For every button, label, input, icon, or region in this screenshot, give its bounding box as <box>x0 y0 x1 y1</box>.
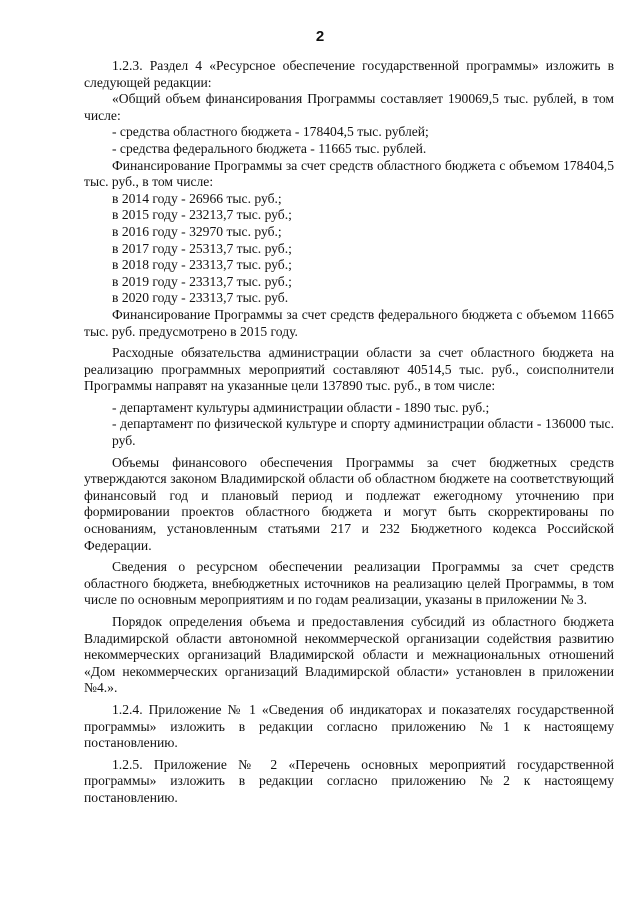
document-body <box>84 58 614 807</box>
list-item: - департамент культуры администрации области - 1890 тыс. руб.; <box>112 399 490 415</box>
list-item: в 2017 году - 25313,7 тыс. руб.; <box>112 240 292 256</box>
list-item: - средства областного бюджета - 178404,5 тыс. рублей; <box>112 124 429 140</box>
paragraph: Объемы финансового обеспечения Программы за счет бюджетных средств утверждаются законом Владимирской области об областном бюджете на соответствующий финансовый год и плановый период и подлежат ежегодному уточнению при формировании проектов областного бюджета и могут быть скорректированы по основаниям, установленным статьями 217 и 232 Бюджетного кодекса Российской Федерации. <box>84 454 614 553</box>
list-item: в 2018 году - 23313,7 тыс. руб.; <box>112 257 292 273</box>
paragraph: Расходные обязательства администрации области за счет областного бюджета на реализацию программных мероприятий составляют 40514,5 тыс. руб., соисполнители Программы направят на указанные цели 137890 тыс. руб., в том числе: <box>84 345 614 394</box>
paragraph: Финансирование Программы за счет средств областного бюджета с объемом 178404,5 тыс. руб., в том числе: <box>84 157 614 190</box>
list-item: в 2020 году - 23313,7 тыс. руб. <box>112 290 289 306</box>
list-item: - департамент по физической культуре и спорту администрации области - 136000 тыс. руб. <box>112 416 614 449</box>
paragraph: 1.2.3. Раздел 4 «Ресурсное обеспечение государственной программы» изложить в следующей редакции: <box>84 58 614 90</box>
list-item: - средства федерального бюджета - 11665 тыс. рублей. <box>112 140 427 156</box>
paragraph: Сведения о ресурсном обеспечении реализации Программы за счет средств областного бюджета, внебюджетных источников на реализацию целей Программы, в том числе по основным мероприятиям и по годам реализации, указаны в приложении № 3. <box>84 559 614 608</box>
paragraph: 1.2.5. Приложение № 2 «Перечень основных мероприятий государственной программы» изложить в редакции согласно приложению №2 к настоящему постановлению. <box>84 756 614 805</box>
list-item: в 2016 году - 32970 тыс. руб.; <box>112 223 282 239</box>
paragraph: 1.2.4. Приложение № 1 «Сведения об индикаторах и показателях государственной программы» изложить в редакции согласно приложению №1 к настоящему постановлению. <box>84 701 614 751</box>
list-item: в 2014 году - 26966 тыс. руб.; <box>112 190 282 206</box>
page-number: 2 <box>315 28 325 45</box>
paragraph: Порядок определения объема и предоставления субсидий из областного бюджета Владимирской области автономной некоммерческой организации содействия развитию некоммерческих организаций Владимирской области и межнациональных отношений «Дом некоммерческих организаций Владимирской области» установлен в приложении №4.». <box>84 614 614 696</box>
paragraph: Финансирование Программы за счет средств федерального бюджета с объемом 11665 тыс. руб. предусмотрено в 2015 году. <box>84 306 614 339</box>
list-item: в 2019 году - 23313,7 тыс. руб.; <box>112 273 292 289</box>
list-item: в 2015 году - 23213,7 тыс. руб.; <box>112 207 292 223</box>
paragraph: «Общий объем финансирования Программы составляет 190069,5 тыс. рублей, в том числе: <box>84 91 614 123</box>
